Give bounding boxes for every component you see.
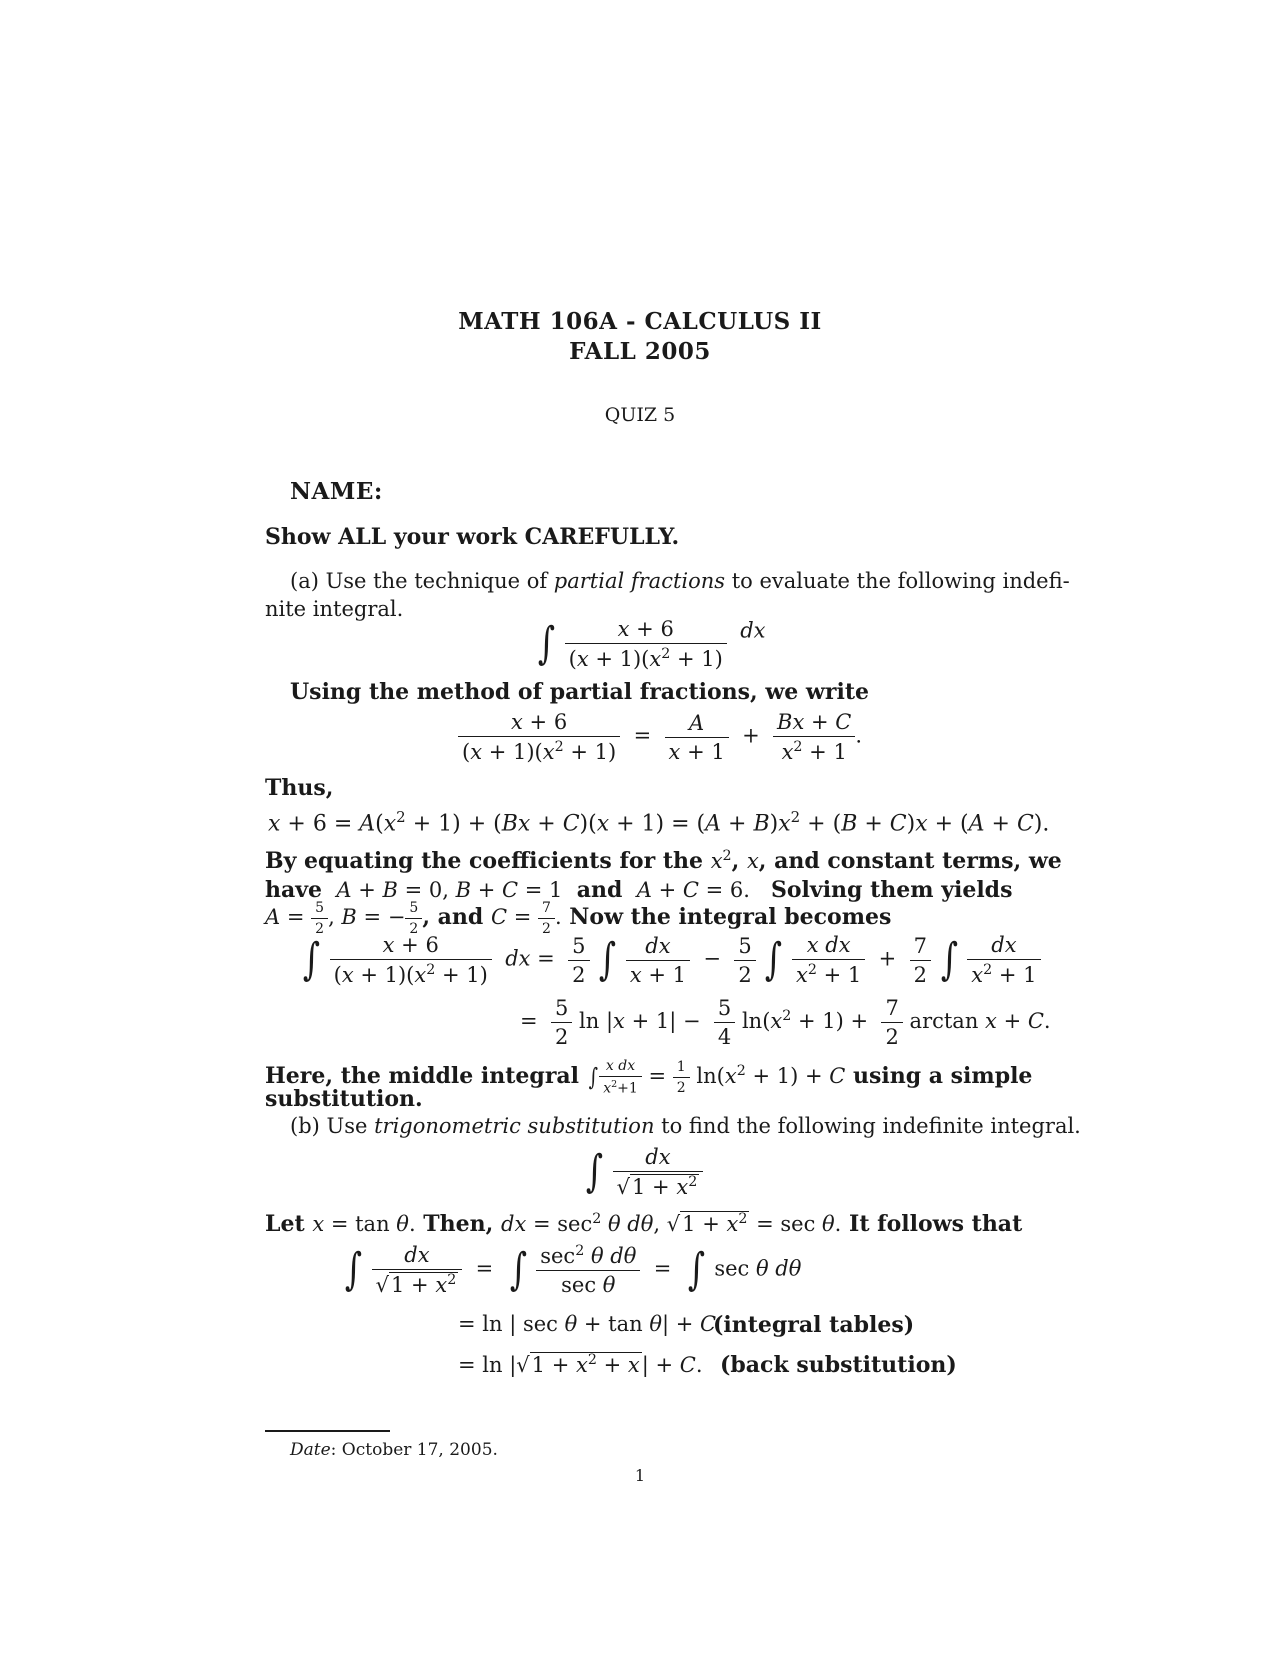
footnote-date <box>290 1440 498 1460</box>
trig-integral: ∫ $\frac{dx}{√1 + x^2}$ = ∫ $\frac{\sec^2 \theta d\theta}{\text{sec θ}}$ = ∫ sec θ dθ <box>344 1243 802 1297</box>
instruction: Show ALL your work CAREFULLY. <box>265 524 680 550</box>
part-a-prompt-line2: nite integral. <box>265 597 404 621</box>
part-a-prompt-em: partial fractions <box>553 569 726 593</box>
decomposition: $\frac{x + 6}{(x + 1)(x^2 + 1)}$ = $\frac{A}{x + 1}$ + $\frac{Bx + C}{x^2 + 1}$ . <box>458 710 862 764</box>
note-back-substitution: (back substitution) <box>720 1352 957 1378</box>
part-a-prompt-pre: (a) Use the technique of <box>290 569 554 593</box>
coefficients-line1: By equating the coefficients for the $x^2$, x, and constant terms, we <box>265 848 1062 874</box>
part-a-prompt <box>290 569 1070 593</box>
note-integral-tables: (integral tables) <box>713 1312 915 1338</box>
trig-result-2: = $\ln |√1 + x^2 + x| + C$. <box>458 1352 703 1377</box>
integral-result-a: = $\frac{5}{2}$ ln |x + 1| − $\frac{5}{4}$ $\ln(x^2 + 1)$ + $\frac{7}{2}$ arctan x + C. <box>520 996 1051 1049</box>
coefficients-line2: have A + B = 0, B + C = 1 and A + C = 6. Solving them yields <box>265 877 1013 903</box>
follows-label: It follows that <box>849 1211 1023 1237</box>
here-pre: Here, the middle integral <box>265 1062 580 1089</box>
trig-result-1: = ln | sec θ + tan θ| + C <box>458 1312 717 1336</box>
part-b-prompt-em: trigonometric substitution <box>374 1114 655 1138</box>
page-number: 1 <box>634 1466 646 1485</box>
part-b-prompt <box>290 1114 1081 1138</box>
course-title: MATH 106A - CALCULUS II <box>458 308 822 335</box>
substitution-word: substitution. <box>265 1086 423 1112</box>
coef-text-pre: By equating the coefficients for the <box>265 848 704 874</box>
here-post: using a simple <box>852 1062 1033 1089</box>
method-line: Using the method of partial fractions, we write <box>290 679 869 705</box>
middle-integral-note: Here, the middle integral ∫ $\frac{\text{x dx}}{x^2+1}$ = $\frac{1}{2}$ $\ln(x^2 + 1) + C$ using a simple <box>265 1058 1033 1097</box>
coef-text-have: have <box>265 877 323 903</box>
name-label: NAME: <box>290 478 383 505</box>
let-label: Let <box>265 1211 305 1237</box>
coef-text-now: Now the integral becomes <box>569 904 892 930</box>
coef-text-and2: , and <box>422 904 484 930</box>
integral-b: ∫ $\frac{dx}{√1 + x^2}$ <box>583 1145 703 1199</box>
integral-split: ∫ $\frac{x + 6}{(x + 1)(x^2 + 1)}$ dx = $\frac{5}{2}$ ∫ $\frac{dx}{x + 1}$ − $\frac{5}{2}$ ∫ $\frac{\text{x dx}}{x^2 + 1}$ + $\frac{7}{2}$ ∫ $\frac{dx}{x^2 + 1}$ <box>300 933 1041 987</box>
footnote-rule <box>265 1430 390 1432</box>
part-b-prompt-pre: (b) Use <box>290 1114 375 1138</box>
substitution-line: Let x = tan θ. Then, dx = $\sec^2 \theta$ dθ, $√1 + x^2 = \sec \theta$. It follows that <box>265 1211 1023 1237</box>
expansion-equation: $x + 6 = A(x^2 + 1) + (Bx + C)(x + 1) = (A + B)x^2 + (B + C)x + (A + C)$. <box>268 808 1050 837</box>
coef-text-mid2: , and constant terms, we <box>758 848 1062 874</box>
coefficients-line3: A = $\frac{5}{2}$ , B = − $\frac{5}{2}$ , and C = $\frac{7}{2}$ . Now the integral becomes <box>265 900 892 937</box>
part-b-prompt-post: to find the following indefinite integral. <box>654 1114 1081 1138</box>
integral-a: ∫ $\frac{x + 6}{(x + 1)(x^2 + 1)}$ dx <box>537 617 766 671</box>
coef-text-mid1: , <box>731 848 740 874</box>
part-a-prompt-post: to evaluate the following indefi- <box>725 569 1070 593</box>
footnote-label: Date <box>290 1440 331 1460</box>
thus-label: Thus, <box>265 775 334 801</box>
term: FALL 2005 <box>569 338 711 365</box>
quiz-number: QUIZ 5 <box>604 404 676 426</box>
coef-text-and: and <box>576 877 623 903</box>
coef-text-solving: Solving them yields <box>771 877 1013 903</box>
footnote-value: : October 17, 2005. <box>330 1440 498 1460</box>
then-label: Then, <box>423 1211 494 1237</box>
